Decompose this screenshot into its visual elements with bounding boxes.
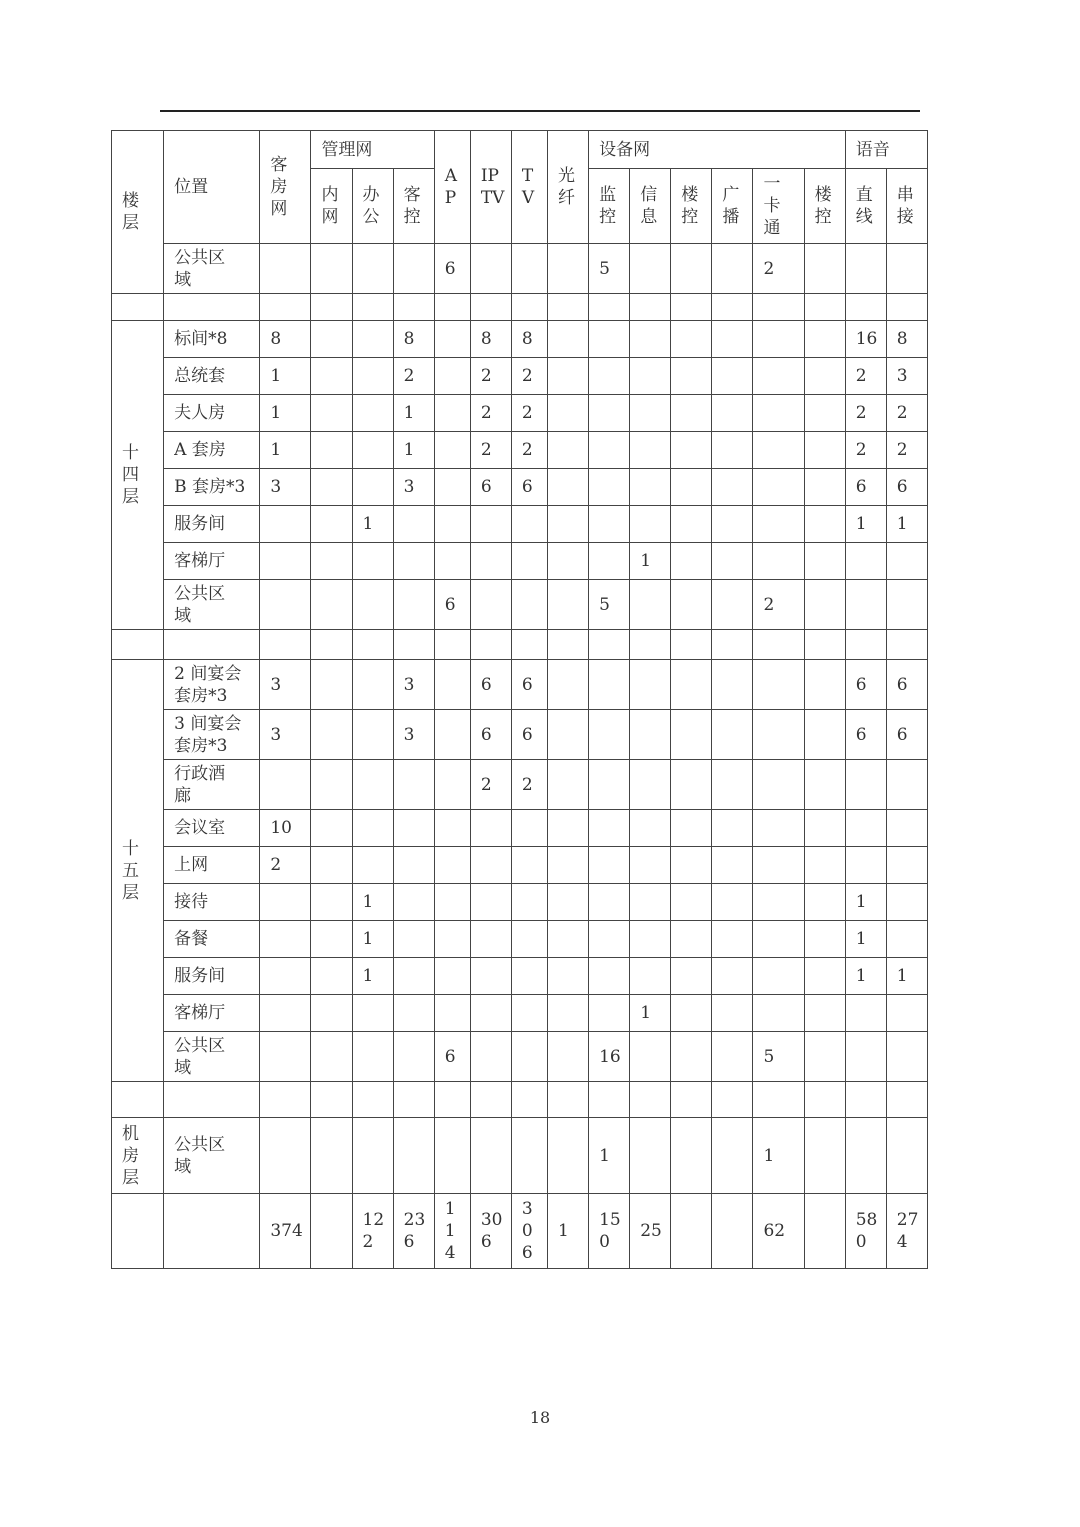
header-iptv: IP TV xyxy=(470,131,511,244)
position-cell: 上网 xyxy=(164,847,260,884)
header-row-1 xyxy=(112,131,928,169)
total-row xyxy=(112,1194,928,1269)
spacer-row xyxy=(112,1082,928,1118)
table-row: 行政酒 廊 2 2 xyxy=(112,760,928,810)
table-row: 公共区 域 6 5 2 xyxy=(112,244,928,294)
top-rule xyxy=(160,110,920,112)
position-cell: B 套房*3 xyxy=(164,469,260,506)
total-office: 12 2 xyxy=(352,1194,393,1269)
header-intranet: 内 网 xyxy=(311,169,352,244)
table-row: 十 四 层 标间*8 8 8 8 8 16 8 xyxy=(112,321,928,358)
table-row: 客梯厅 1 xyxy=(112,543,928,580)
floor-14-label: 十 四 层 xyxy=(112,321,164,630)
header-ap: A P xyxy=(434,131,470,244)
position-cell: 标间*8 xyxy=(164,321,260,358)
header-info: 信 息 xyxy=(630,169,671,244)
table-row: 服务间 1 1 1 xyxy=(112,506,928,543)
header-office: 办 公 xyxy=(352,169,393,244)
header-voice-group: 语音 xyxy=(845,131,927,169)
total-iptv: 30 6 xyxy=(470,1194,511,1269)
floor-15-label: 十 五 层 xyxy=(112,660,164,1082)
table-row: B 套房*3 3 3 6 6 6 6 xyxy=(112,469,928,506)
header-broadcast: 广 播 xyxy=(712,169,753,244)
header-serial: 串 接 xyxy=(886,169,927,244)
header-building-control: 楼 控 xyxy=(671,169,712,244)
table-row: 公共区 域 6 5 2 xyxy=(112,580,928,630)
page-number: 18 xyxy=(529,1408,551,1427)
header-fiber: 光 纤 xyxy=(548,131,589,244)
header-guest-net: 客 房 网 xyxy=(260,131,311,244)
header-floor: 楼 层 xyxy=(112,131,164,294)
network-points-table xyxy=(111,130,928,1269)
table-row: 服务间 1 1 1 xyxy=(112,958,928,995)
position-cell: 服务间 xyxy=(164,506,260,543)
header-monitor: 监 控 xyxy=(589,169,630,244)
position-cell: A 套房 xyxy=(164,432,260,469)
table-row: 公共区 域 6 16 5 xyxy=(112,1032,928,1082)
total-guest: 374 xyxy=(260,1194,311,1269)
header-tv: T V xyxy=(511,131,547,244)
position-cell: 公共区 域 xyxy=(164,244,260,294)
table-row: 接待 1 1 xyxy=(112,884,928,921)
position-cell: 公共区 域 xyxy=(164,1118,260,1194)
position-cell: 备餐 xyxy=(164,921,260,958)
position-cell: 总统套 xyxy=(164,358,260,395)
position-cell: 公共区 域 xyxy=(164,1032,260,1082)
position-cell: 2 间宴会 套房*3 xyxy=(164,660,260,710)
header-card: 一 卡 通 xyxy=(753,169,804,244)
position-cell: 接待 xyxy=(164,884,260,921)
floor-machine-label: 机 房 层 xyxy=(112,1118,164,1194)
header-mgmt-group: 管理网 xyxy=(311,131,434,169)
header-direct-line: 直 线 xyxy=(845,169,886,244)
position-cell: 夫人房 xyxy=(164,395,260,432)
table-row: 夫人房 1 1 2 2 2 2 xyxy=(112,395,928,432)
table-row: 机 房 层 公共区 域 1 1 xyxy=(112,1118,928,1194)
total-monitor: 15 0 xyxy=(589,1194,630,1269)
total-tv: 3 0 6 xyxy=(511,1194,547,1269)
position-cell: 客梯厅 xyxy=(164,995,260,1032)
spacer-row xyxy=(112,294,928,321)
total-serial: 27 4 xyxy=(886,1194,927,1269)
table-row: 备餐 1 1 xyxy=(112,921,928,958)
table-row: 会议室 10 xyxy=(112,810,928,847)
position-cell: 行政酒 廊 xyxy=(164,760,260,810)
header-position: 位置 xyxy=(164,131,260,244)
header-room-control: 客 控 xyxy=(393,169,434,244)
position-cell: 公共区 域 xyxy=(164,580,260,630)
table-row: 上网 2 xyxy=(112,847,928,884)
total-info: 25 xyxy=(630,1194,671,1269)
header-building-control-2: 楼 控 xyxy=(804,169,845,244)
total-ap: 1 1 4 xyxy=(434,1194,470,1269)
total-card: 62 xyxy=(753,1194,804,1269)
total-direct: 58 0 xyxy=(845,1194,886,1269)
total-room-control: 23 6 xyxy=(393,1194,434,1269)
table-row: A 套房 1 1 2 2 2 2 xyxy=(112,432,928,469)
table-row: 总统套 1 2 2 2 2 3 xyxy=(112,358,928,395)
position-cell: 3 间宴会 套房*3 xyxy=(164,710,260,760)
position-cell: 客梯厅 xyxy=(164,543,260,580)
total-fiber: 1 xyxy=(548,1194,589,1269)
table-row: 十 五 层 2 间宴会 套房*3 3 3 6 6 6 6 xyxy=(112,660,928,710)
table-row: 3 间宴会 套房*3 3 3 6 6 6 6 xyxy=(112,710,928,760)
position-cell: 服务间 xyxy=(164,958,260,995)
table-row: 客梯厅 1 xyxy=(112,995,928,1032)
header-device-group: 设备网 xyxy=(589,131,846,169)
spacer-row xyxy=(112,630,928,660)
position-cell: 会议室 xyxy=(164,810,260,847)
